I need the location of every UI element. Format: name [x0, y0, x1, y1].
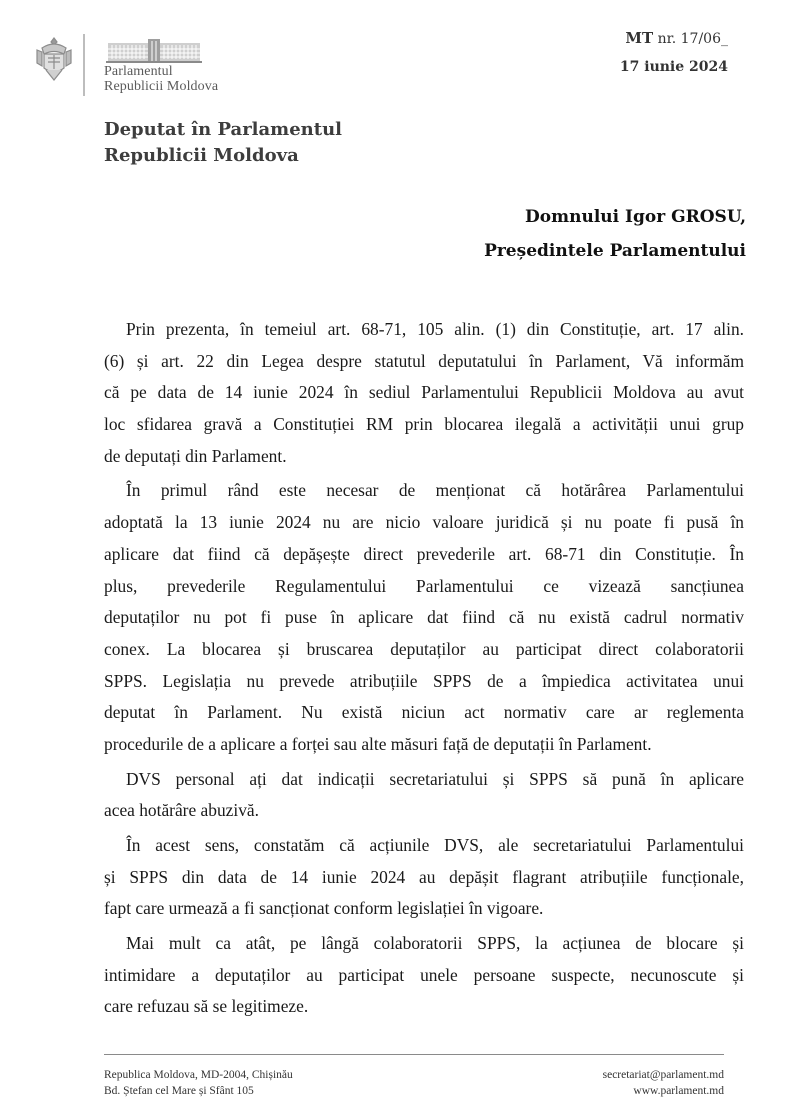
reference-number	[620, 27, 728, 49]
footer-address-line2: Bd. Ștefan cel Mare și Sfânt 105	[104, 1085, 254, 1097]
addressee-name: Domnului Igor GROSU,	[525, 207, 746, 227]
reference-prefix: MT	[625, 29, 654, 47]
body-line: deputat în Parlament. Nu există niciun act normativ care ar reglementa	[104, 702, 744, 723]
body-line: Mai mult ca atât, pe lângă colaboratorii SPPS, la acțiunea de blocare și	[126, 933, 744, 954]
body-line: În acest sens, constatăm că acțiunile DVS, ale secretariatului Parlamentului	[126, 835, 744, 855]
paragraph-4	[104, 830, 744, 925]
document-reference	[620, 27, 728, 77]
body-line: acea hotărâre abuzivă.	[104, 800, 259, 821]
addressee	[484, 200, 746, 268]
body-line: adoptată la 13 iunie 2024 nu are nicio valoare juridică și nu poate fi pusă în	[104, 512, 744, 533]
body-line: SPPS. Legislația nu prevede atribuțiile SPPS de a împiedica activitatea unui	[104, 670, 744, 691]
footer-contact	[603, 1067, 724, 1099]
sender-line2: Republicii Moldova	[104, 145, 299, 166]
institution-name	[104, 64, 218, 94]
footer-address	[104, 1067, 293, 1099]
body-line: și SPPS din data de 14 iunie 2024 au depășit flagrant atribuțiile funcționale,	[104, 866, 744, 887]
body-line: fapt care urmează a fi sancționat conform legislației în vigoare.	[104, 898, 544, 919]
paragraph-1	[104, 314, 744, 472]
letterhead-divider	[83, 34, 85, 96]
addressee-title: Președintele Parlamentului	[484, 241, 746, 261]
footer-address-line1: Republica Moldova, MD-2004, Chișinău	[104, 1069, 293, 1081]
body-line: conex. La blocarea și bruscarea deputaților au participat direct colaboratorii	[104, 638, 744, 659]
sender-line1: Deputat în Parlamentul	[104, 119, 343, 140]
footer-rule	[104, 1054, 724, 1055]
document-date: 17 iunie 2024	[619, 59, 728, 75]
sender-title	[104, 117, 342, 169]
body-line: care refuzau să se legitimeze.	[104, 996, 309, 1017]
paragraph-2	[104, 475, 744, 760]
body-line: DVS personal ați dat indicații secretariatului și SPPS să pună în aplicare	[126, 768, 744, 789]
footer-website-link[interactable]: www.parlament.md	[633, 1085, 724, 1097]
paragraph-3	[104, 764, 744, 827]
coat-of-arms-icon	[34, 36, 74, 82]
institution-name-line1: Parlamentul	[104, 64, 173, 79]
body-line: deputaților nu pot fi puse în aplicare dat fiind că nu există cadrul normativ	[104, 607, 744, 628]
body-line: plus, prevederile Regulamentului Parlamentului ce vizează sancțiunea	[104, 575, 744, 596]
letter-body	[104, 314, 744, 1026]
reference-number-value: nr. 17/06_	[653, 31, 728, 47]
body-line: În primul rând este necesar de menționat că hotărârea Parlamentului	[126, 480, 744, 501]
footer-email-link[interactable]: secretariat@parlament.md	[602, 1069, 724, 1081]
body-line: loc sfidarea gravă a Constituției RM prin blocarea ilegală a activității unui grup	[104, 414, 744, 435]
institution-name-line2: Republicii Moldova	[104, 79, 219, 94]
body-line: Prin prezenta, în temeiul art. 68-71, 105 alin. (1) din Constituție, art. 17 alin.	[126, 319, 744, 339]
body-line: de deputați din Parlament.	[104, 445, 287, 466]
parliament-building-icon	[104, 37, 204, 63]
body-line: intimidare a deputaților au participat unele persoane suspecte, necunoscute și	[104, 964, 744, 985]
body-line: procedurile de a aplicare a forței sau alte măsuri față de deputații în Parlament.	[104, 733, 652, 754]
body-line: (6) și art. 22 din Legea despre statutul deputatului în Parlament, Vă informăm	[104, 350, 744, 371]
paragraph-5	[104, 928, 744, 1023]
body-line: că pe data de 14 iunie 2024 în sediul Parlamentului Republicii Moldova au avut	[104, 382, 744, 403]
body-line: aplicare dat fiind că depășește direct prevederile art. 68-71 din Constituție. În	[104, 543, 744, 564]
